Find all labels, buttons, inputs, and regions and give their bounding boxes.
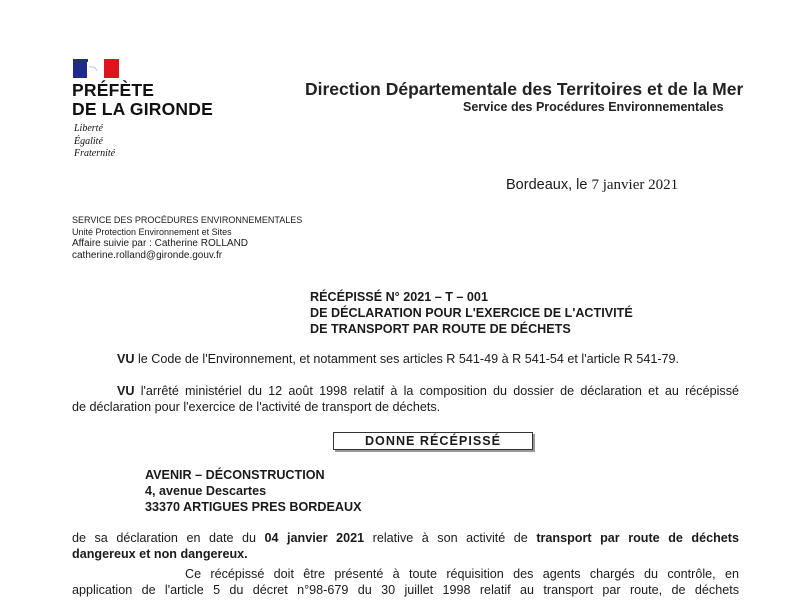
company-name: AVENIR – DÉCONSTRUCTION bbox=[145, 468, 325, 482]
letter-date bbox=[506, 177, 678, 194]
receipt-title bbox=[310, 289, 633, 337]
company-street: 4, avenue Descartes bbox=[145, 484, 267, 498]
decl-activity2: dangereux et non dangereux. bbox=[72, 547, 248, 561]
company-city: 33370 ARTIGUES PRES BORDEAUX bbox=[145, 500, 362, 514]
declaration-paragraph bbox=[72, 530, 739, 562]
service-subtitle: Service des Procédures Environnementales bbox=[463, 100, 724, 114]
vu-text: le Code de l'Environnement, et notamment ses articles R 541-49 à R 541-54 et l'article R 541-79. bbox=[134, 352, 680, 366]
direction-title: Direction Départementale des Territoires et de la Mer bbox=[305, 79, 744, 99]
republic-flag-logo bbox=[73, 59, 119, 78]
prefecture-name bbox=[72, 81, 213, 119]
prefecture-line2: DE LA GIRONDE bbox=[72, 99, 213, 119]
date-place: Bordeaux, le bbox=[506, 177, 588, 193]
contact-service: SERVICE DES PROCÉDURES ENVIRONNEMENTALES bbox=[72, 215, 303, 225]
decl-text1: de sa déclaration en date du bbox=[72, 531, 265, 545]
vu-paragraph-code bbox=[117, 351, 679, 367]
notice-paragraph bbox=[72, 566, 739, 598]
republic-motto bbox=[74, 123, 115, 161]
vu-paragraph-arrete bbox=[72, 383, 739, 415]
notice-line1: Ce récépissé doit être présenté à toute réquisition des agents chargés du contrôle, en bbox=[185, 567, 739, 581]
vu-text-line2: de déclaration pour l'exercice de l'activité de transport de déchets. bbox=[72, 400, 441, 414]
receipt-title-line2: DE DÉCLARATION POUR L'EXERCICE DE L'ACTIVITÉ bbox=[310, 306, 633, 320]
contact-block bbox=[72, 214, 302, 262]
decl-date: 04 janvier 2021 bbox=[264, 531, 365, 545]
motto-liberte: Liberté bbox=[74, 123, 103, 134]
contact-followed-by: Affaire suivie par : Catherine ROLLAND bbox=[72, 238, 249, 249]
receipt-title-line3: DE TRANSPORT PAR ROUTE DE DÉCHETS bbox=[310, 322, 571, 336]
date-value: 7 janvier 2021 bbox=[591, 177, 679, 193]
notice-line2: application de l'article 5 du décret n°98-679 du 30 juillet 1998 relatif au transport par route, de déchets bbox=[72, 583, 739, 597]
vu-lead: VU bbox=[117, 384, 135, 398]
contact-unit: Unité Protection Environnement et Sites bbox=[72, 227, 232, 237]
vu-lead: VU bbox=[117, 352, 135, 366]
marianne-profile-icon bbox=[73, 59, 119, 78]
motto-egalite: Égalité bbox=[74, 135, 103, 147]
receipt-title-line1: RÉCÉPISSÉ N° 2021 – T – 001 bbox=[310, 290, 488, 304]
prefecture-line1: PRÉFÈTE bbox=[72, 80, 155, 100]
vu-text-line1: l'arrêté ministériel du 12 août 1998 relatif à la composition du dossier de déclaration et au récépissé bbox=[134, 384, 739, 398]
motto-fraternite: Fraternité bbox=[74, 148, 116, 159]
donne-recepisse-box: DONNE RÉCÉPISSÉ bbox=[333, 432, 533, 450]
company-address bbox=[145, 467, 362, 515]
contact-email: catherine.rolland@gironde.gouv.fr bbox=[72, 250, 223, 261]
decl-text2: relative à son activité de bbox=[364, 531, 537, 545]
decl-activity1: transport par route de déchets bbox=[536, 531, 739, 545]
